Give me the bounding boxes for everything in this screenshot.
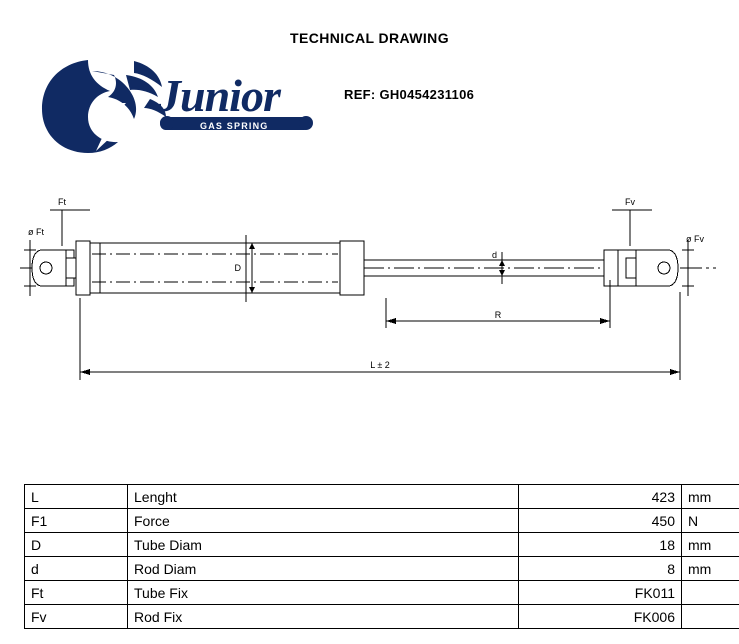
label-stroke: R [494, 310, 502, 320]
page-title: TECHNICAL DRAWING [290, 30, 449, 46]
cell-value: FK011 [519, 581, 682, 605]
logo-tagline: GAS SPRING [200, 121, 269, 131]
cell-symbol: Ft [25, 581, 128, 605]
table-row [25, 581, 739, 605]
cell-unit: mm [682, 533, 739, 557]
cell-description: Lenght [128, 485, 519, 509]
cell-symbol: Fv [25, 605, 128, 629]
table-row [25, 605, 739, 629]
cell-unit: N [682, 509, 739, 533]
specification-table [24, 484, 739, 629]
brand-logo [30, 55, 320, 160]
cell-symbol: D [25, 533, 128, 557]
table-row [25, 485, 739, 509]
label-diameter-fv: ø Fv [686, 234, 704, 244]
cell-value: 423 [519, 485, 682, 509]
logo-wordmark: Junior [158, 70, 280, 121]
label-rod-diameter: d [491, 250, 497, 260]
cell-unit [682, 581, 739, 605]
table-row [25, 557, 739, 581]
label-diameter-ft: ø Ft [28, 227, 44, 237]
cell-unit: mm [682, 557, 739, 581]
cell-description: Rod Fix [128, 605, 519, 629]
cell-value: 450 [519, 509, 682, 533]
reference-code: REF: GH0454231106 [344, 87, 475, 102]
label-tube-diameter: D [234, 263, 241, 273]
cell-description: Rod Diam [128, 557, 519, 581]
cell-symbol: F1 [25, 509, 128, 533]
table-row [25, 509, 739, 533]
label-overall-length: L ± 2 [370, 360, 390, 370]
cell-symbol: d [25, 557, 128, 581]
gas-spring-drawing [0, 180, 739, 410]
label-fv-top: Fv [625, 197, 635, 207]
table-row [25, 533, 739, 557]
cell-symbol: L [25, 485, 128, 509]
cell-unit [682, 605, 739, 629]
cell-description: Tube Fix [128, 581, 519, 605]
label-ft-top: Ft [58, 197, 66, 207]
cell-description: Force [128, 509, 519, 533]
cell-description: Tube Diam [128, 533, 519, 557]
cell-value: 18 [519, 533, 682, 557]
cell-value: 8 [519, 557, 682, 581]
cell-value: FK006 [519, 605, 682, 629]
cell-unit: mm [682, 485, 739, 509]
drawing-svg [0, 180, 739, 410]
